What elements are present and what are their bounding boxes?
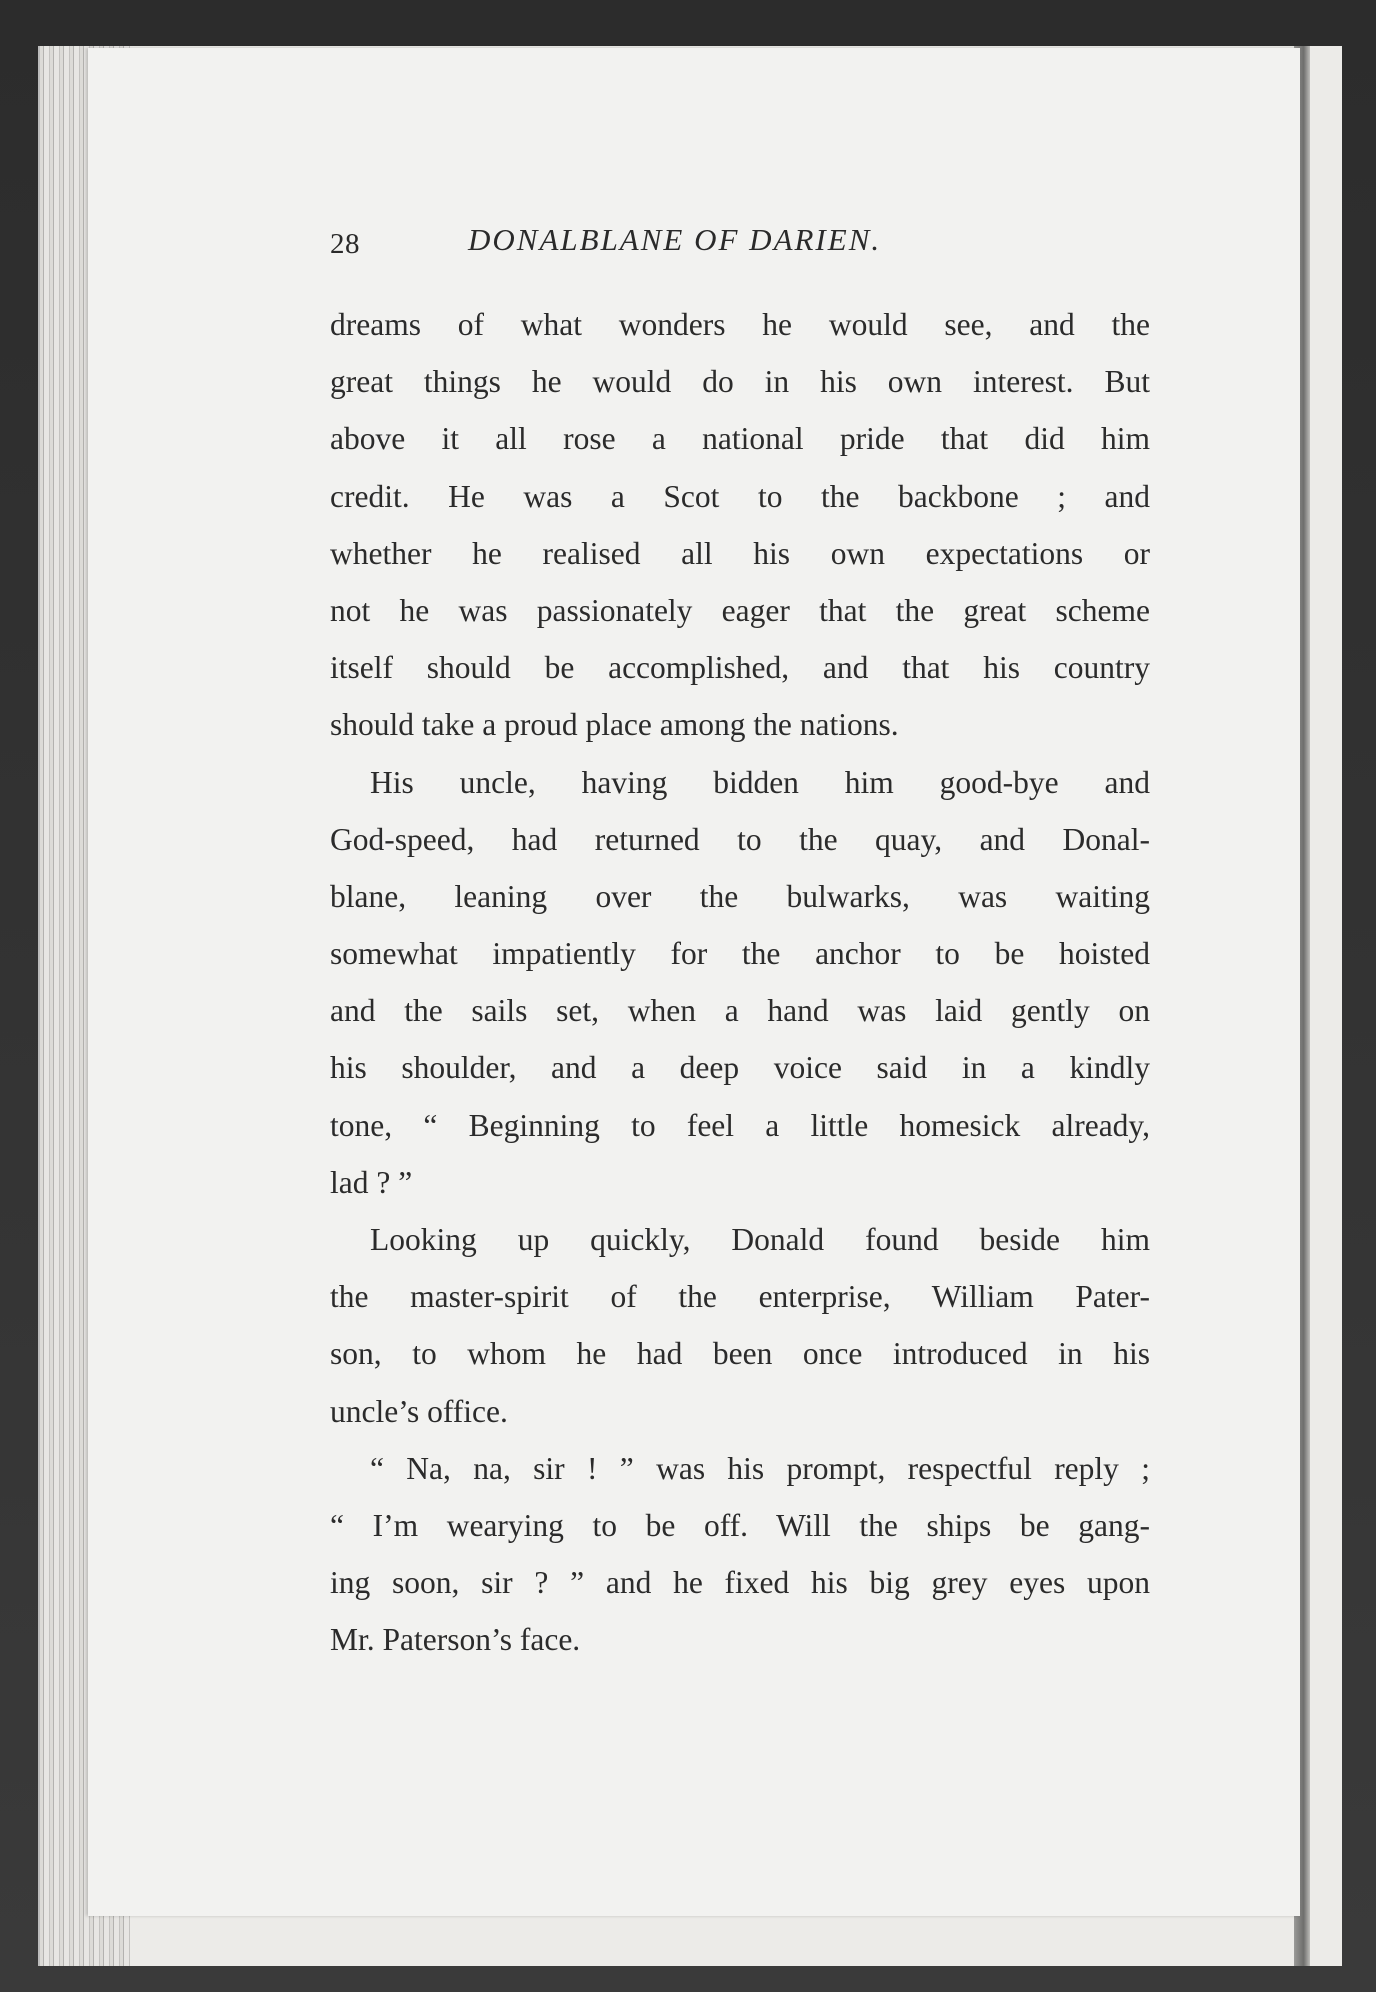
text-line: itself should be accomplished, and that his country [330, 650, 1150, 686]
text-line: lad ? ” [330, 1164, 413, 1200]
text-line: should take a proud place among the nations. [330, 707, 899, 743]
text-line: ing soon, sir ? ” and he fixed his big grey eyes upon [330, 1565, 1150, 1601]
text-line: God-speed, had returned to the quay, and Donal- [330, 821, 1150, 857]
paragraph [330, 296, 1150, 754]
running-head [330, 222, 1150, 272]
text-line: the master-spirit of the enterprise, William Pater- [330, 1279, 1150, 1315]
text-line: and the sails set, when a hand was laid gently on [330, 993, 1150, 1029]
text-line: “ I’m wearying to be off. Will the ships be gang- [330, 1507, 1150, 1543]
paragraph [330, 1440, 1150, 1669]
text-line: great things he would do in his own interest. But [330, 364, 1150, 400]
text-line: uncle’s office. [330, 1393, 508, 1429]
text-line: Mr. Paterson’s face. [330, 1622, 581, 1658]
text-line: “ Na, na, sir ! ” was his prompt, respectful reply ; [370, 1450, 1150, 1486]
text-line: his shoulder, and a deep voice said in a kindly [330, 1050, 1150, 1086]
text-line: whether he realised all his own expectations or [330, 535, 1150, 571]
text-line: tone, “ Beginning to feel a little homesick already, [330, 1107, 1150, 1143]
paragraph [330, 754, 1150, 1212]
book-title: DONALBLANE OF DARIEN. [468, 222, 882, 257]
text-line: not he was passionately eager that the great scheme [330, 592, 1150, 628]
paragraph [330, 1211, 1150, 1440]
text-line: credit. He was a Scot to the backbone ; and [330, 478, 1150, 514]
text-line: dreams of what wonders he would see, and the [330, 307, 1150, 342]
text-line: above it all rose a national pride that did him [330, 421, 1150, 457]
body-text [330, 296, 1150, 1669]
page-number: 28 [330, 228, 360, 260]
text-line: Looking up quickly, Donald found beside him [370, 1222, 1150, 1257]
text-line: somewhat impatiently for the anchor to be hoisted [330, 936, 1150, 972]
text-line: blane, leaning over the bulwarks, was waiting [330, 878, 1150, 914]
text-line: son, to whom he had been once introduced in his [330, 1336, 1150, 1372]
text-line: His uncle, having bidden him good-bye and [370, 764, 1150, 800]
